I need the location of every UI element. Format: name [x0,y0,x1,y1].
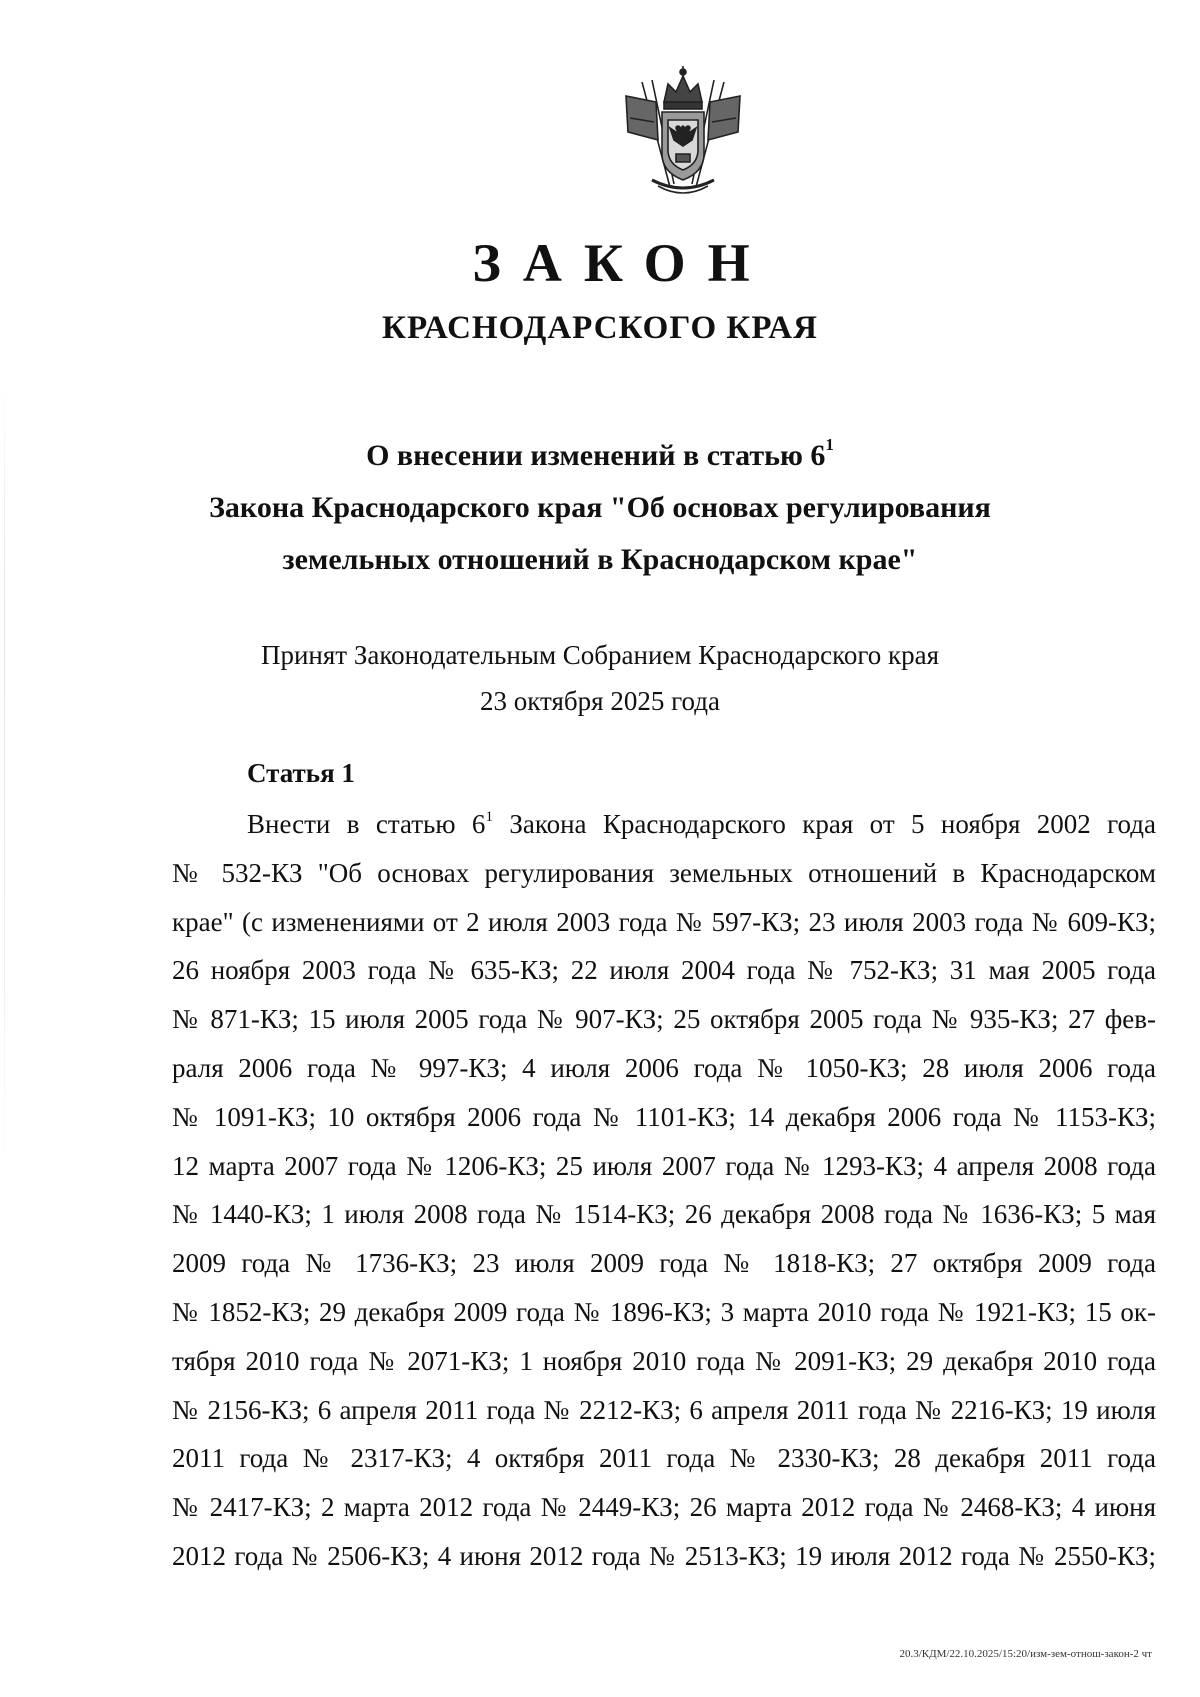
body-line: № 871-КЗ; 15 июля 2005 года № 907-КЗ; 25 октября 2005 года № 935-КЗ; 27 фев- [172,1004,1156,1035]
body-line: крае" (с изменениями от 2 июля 2003 года № 597-КЗ; 23 июля 2003 года № 609-КЗ; [172,906,1156,937]
document-code: 20.3/КДМ/22.10.2025/15:20/изм-зем-отнош-закон-2 чт [899,1648,1152,1660]
adoption-note [200,632,1000,724]
article-title: Статья 1 [247,758,355,788]
body-line: № 2156-КЗ; 6 апреля 2011 года № 2212-КЗ; 6 апреля 2011 года № 2216-КЗ; 19 июля [172,1394,1156,1425]
body-line: 2009 года № 1736-КЗ; 23 июля 2009 года № 1818-КЗ; 27 октября 2009 года [172,1248,1156,1279]
adoption-date: 23 октября 2025 года [480,686,720,716]
heading-superscript: 1 [825,435,834,454]
scan-edge-shadow [4,380,5,1180]
body-superscript: 1 [485,809,493,825]
body-line: № 1440-КЗ; 1 июля 2008 года № 1514-КЗ; 26 декабря 2008 года № 1636-КЗ; 5 мая [172,1199,1156,1230]
article-body [172,800,1156,1581]
body-line: раля 2006 года № 997-КЗ; 4 июля 2006 года № 1050-КЗ; 28 июля 2006 года [172,1052,1156,1083]
body-line: № 2417-КЗ; 2 марта 2012 года № 2449-КЗ; 26 марта 2012 года № 2468-КЗ; 4 июня [172,1492,1156,1523]
heading-line-1: О внесении изменений в статью 6 [366,439,826,472]
body-line: Внести в статью $6^1$ Закона Краснодарского края от 5 ноября 2002 года [247,809,1157,839]
region-title: КРАСНОДАРСКОГО КРАЯ [382,310,818,346]
heading-line-3: земельных отношений в Краснодарском крае" [282,543,918,576]
body-line: № 1091-КЗ; 10 октября 2006 года № 1101-КЗ; 14 декабря 2006 года № 1153-КЗ; [172,1101,1156,1132]
law-title: ЗАКОН [472,233,772,293]
coat-of-arms-icon [612,62,754,200]
adoption-line-1: Принят Законодательным Собранием Краснодарского края [260,640,940,670]
body-line: 12 марта 2007 года № 1206-КЗ; 25 июля 2007 года № 1293-КЗ; 4 апреля 2008 года [172,1150,1156,1181]
body-line: 2012 года № 2506-КЗ; 4 июня 2012 года № 2513-КЗ; 19 июля 2012 года № 2550-КЗ; [172,1540,1156,1571]
law-heading [150,430,1050,586]
body-line: 26 ноября 2003 года № 635-КЗ; 22 июля 2004 года № 752-КЗ; 31 мая 2005 года [172,955,1156,986]
body-line: № 1852-КЗ; 29 декабря 2009 года № 1896-КЗ; 3 марта 2010 года № 1921-КЗ; 15 ок- [172,1296,1156,1327]
body-line: № 532-КЗ "Об основах регулирования земельных отношений в Краснодарском [172,857,1156,888]
heading-line-2: Закона Краснодарского края "Об основах регулирования [209,491,991,524]
body-line: тября 2010 года № 2071-КЗ; 1 ноября 2010 года № 2091-КЗ; 29 декабря 2010 года [172,1345,1156,1376]
body-line: 2011 года № 2317-КЗ; 4 октября 2011 года № 2330-КЗ; 28 декабря 2011 года [172,1443,1156,1474]
